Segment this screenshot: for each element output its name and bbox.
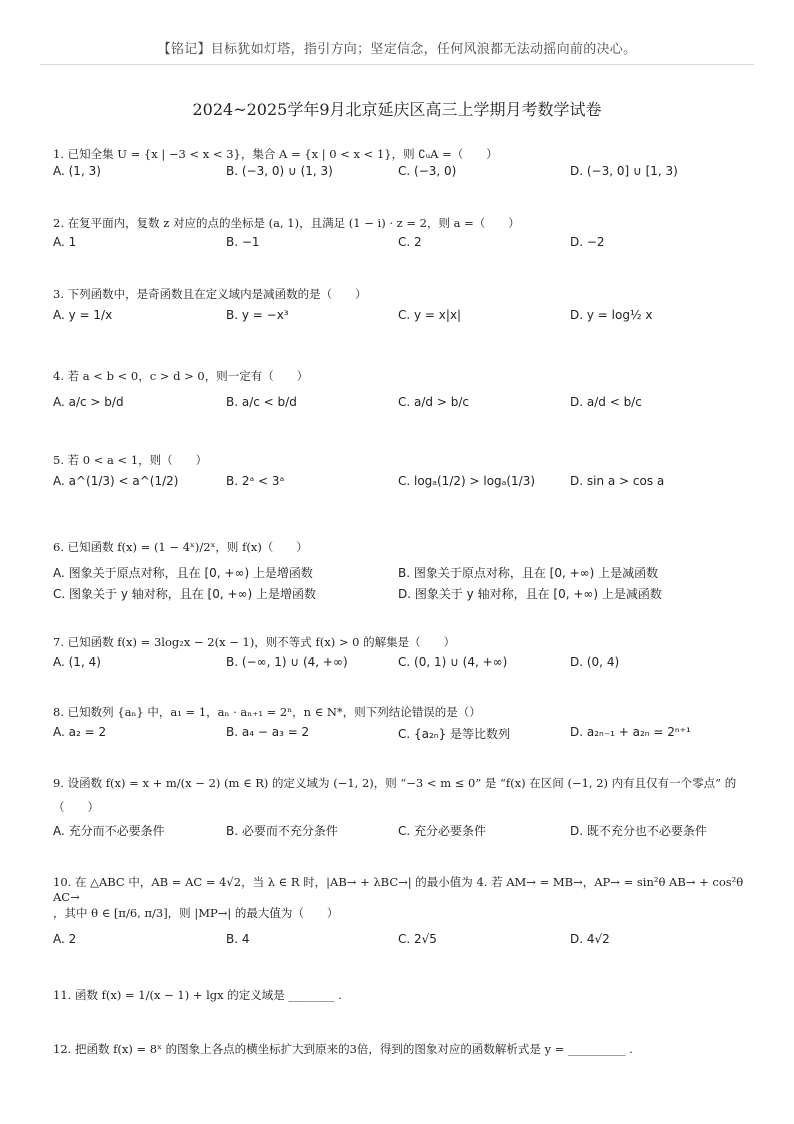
- q1-option-d: D. (−3, 0] ∪ [1, 3): [570, 164, 678, 178]
- q6-option-d: D. 图象关于 y 轴对称，且在 [0, +∞) 上是减函数: [398, 587, 662, 601]
- question-7-stem: 7. 已知函数 f(x) = 3log₂x − 2(x − 1)，则不等式 f(x) > 0 的解集是（ ）: [53, 635, 456, 649]
- question-9-stem-cont: （ ）: [53, 800, 99, 814]
- motto-text: 【铭记】目标犹如灯塔，指引方向；坚定信念，任何风浪都无法动摇向前的决心。: [157, 42, 637, 57]
- question-5-stem: 5. 若 0 < a < 1，则（ ）: [53, 453, 208, 467]
- question-8-stem: 8. 已知数列 {aₙ} 中，a₁ = 1，aₙ · aₙ₊₁ = 2ⁿ，n ∈ N*，则下列结论错误的是（）: [53, 705, 481, 719]
- q9-option-c: C. 充分必要条件: [398, 824, 487, 838]
- question-4-stem: 4. 若 a < b < 0，c > d > 0，则一定有（ ）: [53, 369, 309, 383]
- question-11-stem: 11. 函数 f(x) = 1/(x − 1) + lgx 的定义域是 ________ .: [53, 988, 342, 1002]
- q4-option-b: B. a/c < b/d: [226, 395, 297, 409]
- q10-option-a: A. 2: [53, 932, 77, 946]
- question-6-stem: 6. 已知函数 f(x) = (1 − 4ˣ)/2ˣ，则 f(x)（ ）: [53, 540, 308, 554]
- q9-option-d: D. 既不充分也不必要条件: [570, 824, 707, 838]
- q8-option-c: C. {a₂ₙ} 是等比数列: [398, 727, 511, 741]
- question-10-stem-cont: ，其中 θ ∈ [π/6, π/3]，则 |MP→| 的最大值为（ ）: [53, 906, 339, 920]
- q2-option-d: D. −2: [570, 235, 605, 249]
- q8-option-d: D. a₂ₙ₋₁ + a₂ₙ = 2ⁿ⁺¹: [570, 725, 691, 739]
- q2-option-b: B. −1: [226, 235, 260, 249]
- q5-option-d: D. sin a > cos a: [570, 474, 665, 488]
- q10-option-c: C. 2√5: [398, 932, 437, 946]
- q4-option-c: C. a/d > b/c: [398, 395, 469, 409]
- question-10-stem: 10. 在 △ABC 中，AB = AC = 4√2，当 λ ∈ R 时，|AB→ + λBC→| 的最小值为 4. 若 AM→ = MB→，AP→ = sin²θ AB→ + cos²θ AC→: [53, 875, 744, 904]
- q9-option-b: B. 必要而不充分条件: [226, 824, 338, 838]
- q3-option-a: A. y = 1/x: [53, 308, 113, 322]
- q10-option-d: D. 4√2: [570, 932, 610, 946]
- q4-option-a: A. a/c > b/d: [53, 395, 124, 409]
- q6-option-b: B. 图象关于原点对称，且在 [0, +∞) 上是减函数: [398, 566, 659, 580]
- q1-option-b: B. (−3, 0) ∪ (1, 3): [226, 164, 333, 178]
- q3-option-b: B. y = −x³: [226, 308, 289, 322]
- q1-option-a: A. (1, 3): [53, 164, 101, 178]
- q1-option-c: C. (−3, 0): [398, 164, 457, 178]
- q7-option-a: A. (1, 4): [53, 655, 101, 669]
- question-3-stem: 3. 下列函数中，是奇函数且在定义域内是减函数的是（ ）: [53, 287, 367, 301]
- q6-option-c: C. 图象关于 y 轴对称，且在 [0, +∞) 上是增函数: [53, 587, 317, 601]
- q5-option-c: C. logₐ(1/2) > logₐ(1/3): [398, 474, 536, 488]
- q4-option-d: D. a/d < b/c: [570, 395, 642, 409]
- header-banner: [0, 0, 794, 66]
- q2-option-a: A. 1: [53, 235, 77, 249]
- page-title: 2024~2025学年9月北京延庆区高三上学期月考数学试卷: [192, 100, 602, 119]
- q8-option-a: A. a₂ = 2: [53, 725, 107, 739]
- q10-option-b: B. 4: [226, 932, 250, 946]
- header-divider: [40, 64, 754, 65]
- q3-option-c: C. y = x|x|: [398, 308, 462, 322]
- q3-option-d: D. y = log½ x: [570, 308, 653, 322]
- question-12-stem: 12. 把函数 f(x) = 8ˣ 的图象上各点的横坐标扩大到原来的3倍，得到的图象对应的函数解析式是 y = __________ .: [53, 1042, 633, 1056]
- q2-option-c: C. 2: [398, 235, 422, 249]
- q5-option-b: B. 2ᵃ < 3ᵃ: [226, 474, 285, 488]
- q5-option-a: A. a^(1/3) < a^(1/2): [53, 474, 179, 488]
- q7-option-c: C. (0, 1) ∪ (4, +∞): [398, 655, 508, 669]
- q8-option-b: B. a₄ − a₃ = 2: [226, 725, 310, 739]
- q7-option-b: B. (−∞, 1) ∪ (4, +∞): [226, 655, 348, 669]
- q9-option-a: A. 充分而不必要条件: [53, 824, 165, 838]
- question-1-stem: 1. 已知全集 U = {x | −3 < x < 3}，集合 A = {x | 0 < x < 1}，则 ∁ᵤA =（ ）: [53, 147, 498, 161]
- question-2-stem: 2. 在复平面内，复数 z 对应的点的坐标是 (a, 1)，且满足 (1 − i) · z = 2，则 a =（ ）: [53, 216, 520, 230]
- q6-option-a: A. 图象关于原点对称，且在 [0, +∞) 上是增函数: [53, 566, 313, 580]
- q7-option-d: D. (0, 4): [570, 655, 620, 669]
- question-9-stem: 9. 设函数 f(x) = x + m/(x − 2) (m ∈ R) 的定义域为 (−1, 2)，则 “−3 < m ≤ 0” 是 “f(x) 在区间 (−1, 2) 内有且仅有一个零点” 的: [53, 776, 737, 790]
